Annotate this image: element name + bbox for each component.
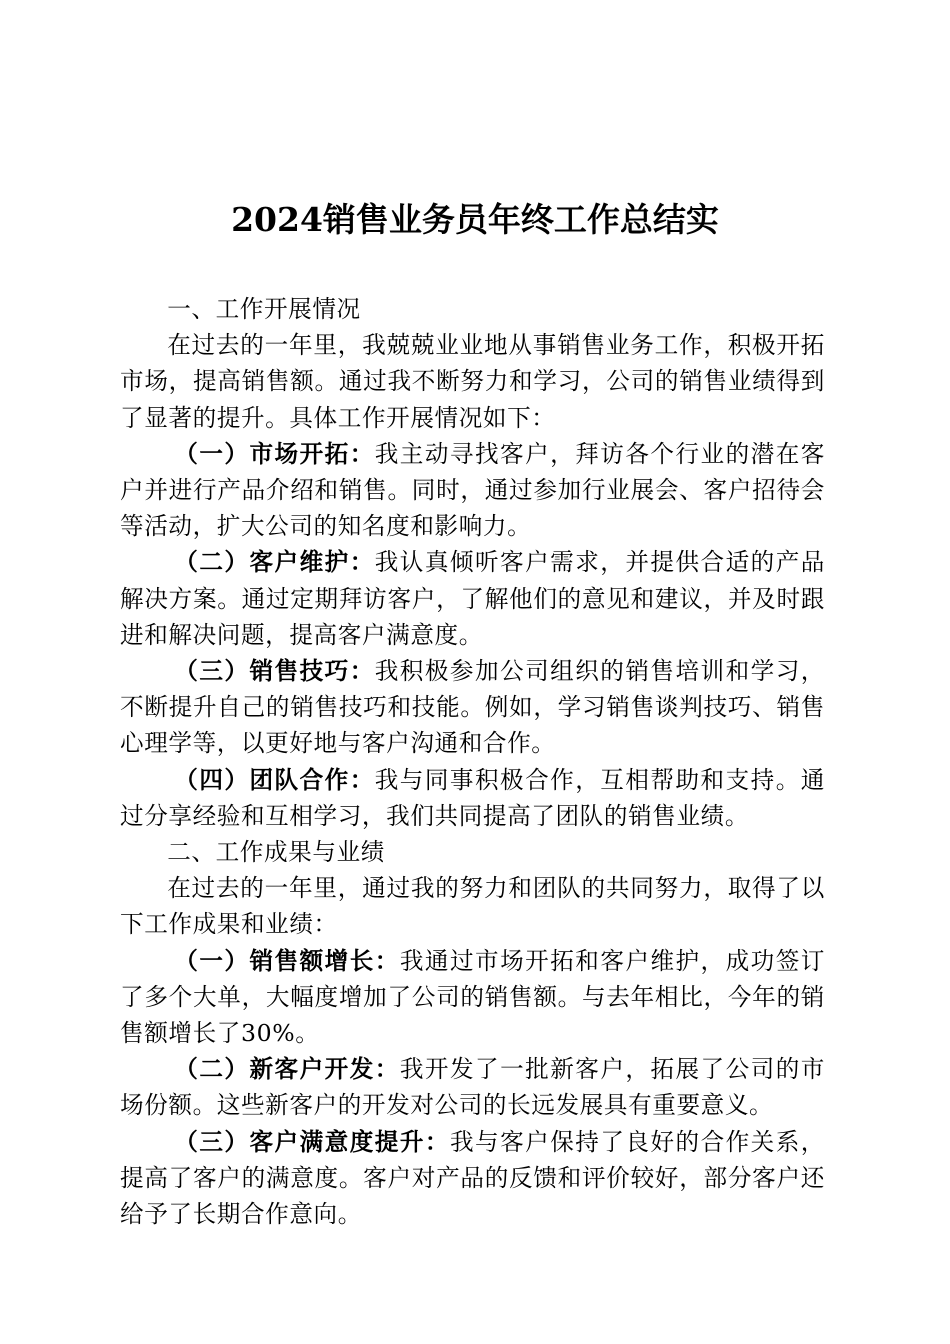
section-heading-2: 二、工作成果与业绩 <box>167 838 385 867</box>
section-1-intro: 在过去的一年里，我兢兢业业地从事销售业务工作，积极开拓市场，提高销售额。通过我不断努力和学习，公司的销售业绩得到了显著的提升。具体工作开展情况如下： <box>120 331 825 432</box>
item-lead: （一）市场开拓： <box>174 439 375 468</box>
section-1-item-3 <box>120 653 825 762</box>
item-lead: （三）客户满意度提升： <box>174 1127 450 1156</box>
item-text: 我认真倾听客户需求，并提供合适的产品解决方案。通过定期拜访客户，了解他们的意见和建议，并及时跟进和解决问题，提高客户满意度。 <box>120 548 825 649</box>
item-text: 我开发了一批新客户，拓展了公司的市场份额。这些新客户的开发对公司的长远发展具有重要意义。 <box>120 1055 826 1120</box>
section-2-item-3 <box>120 1124 825 1233</box>
item-lead: （二）新客户开发： <box>174 1055 400 1084</box>
section-1-item-1 <box>120 436 825 545</box>
document-body <box>120 291 825 1232</box>
item-text: 我主动寻找客户，拜访各个行业的潜在客户并进行产品介绍和销售。同时，通过参加行业展会、客户招待会等活动，扩大公司的知名度和影响力。 <box>120 439 825 541</box>
item-lead: （四）团队合作： <box>174 765 375 794</box>
section-heading-1: 一、工作开展情况 <box>167 295 361 323</box>
item-text: 我与同事积极合作，互相帮助和支持。通过分享经验和互相学习，我们共同提高了团队的销售业绩。 <box>120 765 825 830</box>
section-2-item-1 <box>120 943 825 1052</box>
item-text: 我通过市场开拓和客户维护，成功签订了多个大单，大幅度增加了公司的销售额。与去年相比，今年的销售额增长了30%。 <box>120 946 826 1048</box>
section-1-item-4 <box>120 762 825 834</box>
item-lead: （三）销售技巧： <box>174 657 375 686</box>
document-title: 2024销售业务员年终工作总结实 <box>231 200 719 239</box>
section-2-item-2 <box>120 1051 825 1123</box>
item-text: 我与客户保持了良好的合作关系，提高了客户的满意度。客户对产品的反馈和评价较好，部分客户还给予了长期合作意向。 <box>120 1127 826 1229</box>
item-text: 我积极参加公司组织的销售培训和学习，不断提升自己的销售技巧和技能。例如，学习销售谈判技巧、销售心理学等，以更好地与客户沟通和合作。 <box>120 657 825 758</box>
section-2-intro: 在过去的一年里，通过我的努力和团队的共同努力，取得了以下工作成果和业绩： <box>120 874 825 939</box>
item-lead: （二）客户维护： <box>174 548 375 577</box>
section-1-item-2 <box>120 544 825 653</box>
item-lead: （一）销售额增长： <box>174 946 400 975</box>
